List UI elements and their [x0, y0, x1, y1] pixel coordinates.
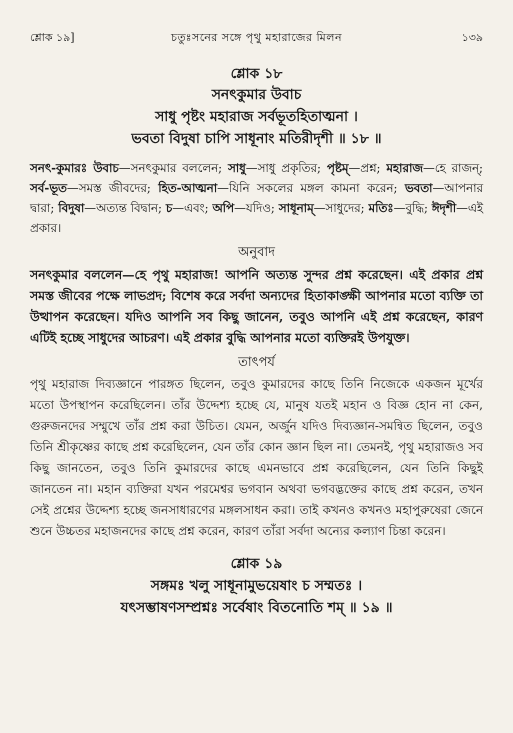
- synonym-meaning: আপনার দ্বারা;: [30, 181, 484, 215]
- synonym-meaning: সাধু প্রকৃতির;: [257, 161, 321, 175]
- synonym-meaning: সমস্ত জীবদের;: [78, 181, 151, 195]
- translation-text: সনৎকুমার বললেন—হে পৃথু মহারাজ! আপনি অত্যন্ত সুন্দর প্রশ্ন করেছেন। এই প্রকার প্রশ্ন সমস্ত জীবের পক্ষে লাভপ্রদ; বিশেষ করে সর্বদা অন্যদের হিতাকাঙ্ক্ষী আপনার মতো ব্যক্তি তা উত্থাপন করেছেন। যদিও আপনি সব কিছু জানেন, তবুও আপনি এই প্রশ্ন করেছেন, কারণ এটিই হচ্ছে সাধুদের আচরণ। এই প্রকার বুদ্ধি আপনার মতো ব্যক্তিরই উপযুক্ত।: [30, 267, 483, 345]
- synonyms-paragraph: সনৎ-কুমারঃ উবাচ—সনৎকুমার বললেন; সাধু—সাধু প্রকৃতির; পৃষ্টম্—প্রশ্ন; মহারাজ—হে রাজন্; সর্ব-ভূত—সমস্ত জীবদের; হিত-আত্মনা—যিনি সকলের মঙ্গল কামনা করেন; ভবতা—আপনার দ্বারা; বিদুষা—অত্যন্ত বিদ্বান; চ—এবং; অপি—যদিও; সাধূনাম্—সাধুদের; মতিঃ—বুদ্ধি; ঈদৃশী—এই প্রকার।: [30, 161, 484, 235]
- synonym-word: সর্ব-ভূত: [30, 181, 67, 195]
- synonym-meaning: এই প্রকার।: [30, 201, 484, 235]
- verse-19-line-2: যৎসম্ভাষণসম্প্রশ্নঃ সর্বেষাং বিতনোতি শম্ ॥ ১৯ ॥: [120, 600, 393, 616]
- synonym-meaning: যিনি সকলের মঙ্গল কামনা করেন;: [228, 181, 398, 195]
- synonym-word: পৃষ্টম্: [326, 161, 349, 175]
- verse-18-number: শ্লোক ১৮: [230, 66, 283, 82]
- synonym-meaning: হে রাজন্;: [434, 161, 484, 175]
- synonym-meaning: প্রশ্ন;: [360, 161, 381, 175]
- synonym-meaning: সাধুদের;: [325, 201, 365, 215]
- synonym-meaning: বুদ্ধি;: [405, 201, 428, 215]
- synonym-word: মতিঃ: [368, 201, 394, 215]
- purport-text: পৃথু মহারাজ দিব্যজ্ঞানে পারঙ্গত ছিলেন, তবুও কুমারদের কাছে তিনি নিজেকে একজন মূর্খের মতো উপস্থাপন করেছিলেন। তাঁর উদ্দেশ্য হচ্ছে যে, মানুষ যতই মহান ও বিজ্ঞ হোন না কেন, গুরুজনদের সম্মুখে তাঁর প্রশ্ন করা উচিত। যেমন, অর্জুন যদিও দিব্যজ্ঞান-সমন্বিত ছিলেন, তবুও তিনি শ্রীকৃষ্ণের কাছে প্রশ্ন করেছিলেন, যেন তাঁর কোন জ্ঞান ছিল না। তেমনই, পৃথু মহারাজও সব কিছু জানতেন, তবুও তিনি কুমারদের কাছে এমনভাবে প্রশ্ন করেছিলেন, যেন তিনি কিছুই জানতেন না। মহান ব্যক্তিরা যখন পরমেশ্বর ভগবান অথবা ভগবদ্ভক্তের কাছে প্রশ্ন করেন, তখন সেই প্রশ্নের উদ্দেশ্য হচ্ছে জনসাধারণের মঙ্গলসাধন করা। তাই কখনও কখনও মহাপুরুষেরা জেনে শুনে উচ্চতর মহাজনদের কাছে প্রশ্ন করেন, কারণ তাঁরা সর্বদা অন্যের কল্যাণ চিন্তা করেন।: [30, 377, 483, 538]
- synonym-word: ভবতা: [404, 181, 433, 195]
- header-chapter-title: চতুঃসনের সঙ্গে পৃথু মহারাজের মিলন: [170, 30, 343, 44]
- synonym-word: মহারাজ: [386, 161, 423, 175]
- synonym-meaning: অত্যন্ত বিদ্বান;: [96, 201, 162, 215]
- synonym-word: চ: [165, 201, 173, 215]
- purport-heading: তাৎপর্য: [238, 355, 275, 370]
- synonym-word: সনৎ-কুমারঃ উবাচ: [30, 161, 119, 175]
- verse-18-speaker: সনৎকুমার উবাচ: [211, 87, 302, 103]
- verse-19-line-1: সঙ্গমঃ খলু সাধূনামুভয়েষাং চ সম্মতঃ ।: [150, 578, 363, 594]
- page-content: [30, 64, 483, 619]
- synonym-word: সাধু: [227, 161, 246, 175]
- synonym-word: বিদুষা: [58, 201, 85, 215]
- verse-19-number: শ্লোক ১৯: [230, 556, 283, 572]
- page-number: ১৩৯: [461, 30, 483, 44]
- synonym-meaning: যদিও;: [245, 201, 275, 215]
- running-header: [30, 26, 483, 50]
- verse-18-line-1: সাধু পৃষ্টং মহারাজ সর্বভূতহিতাত্মনা ।: [155, 109, 358, 125]
- synonym-word: অপি: [212, 201, 235, 215]
- synonym-meaning: এবং;: [184, 201, 209, 215]
- verse-18-line-2: ভবতা বিদুষা চাপি সাধূনাং মতিরীদৃশী ॥ ১৮ ॥: [131, 131, 382, 147]
- synonym-meaning: সনৎকুমার বললেন;: [130, 161, 223, 175]
- synonym-word: হিত-আত্মনা: [158, 181, 218, 195]
- synonym-word: সাধূনাম্: [278, 201, 314, 215]
- synonym-word: ঈদৃশী: [431, 201, 457, 215]
- translation-heading: অনুবাদ: [238, 245, 275, 260]
- header-verse-ref: শ্লোক ১৯]: [30, 30, 75, 44]
